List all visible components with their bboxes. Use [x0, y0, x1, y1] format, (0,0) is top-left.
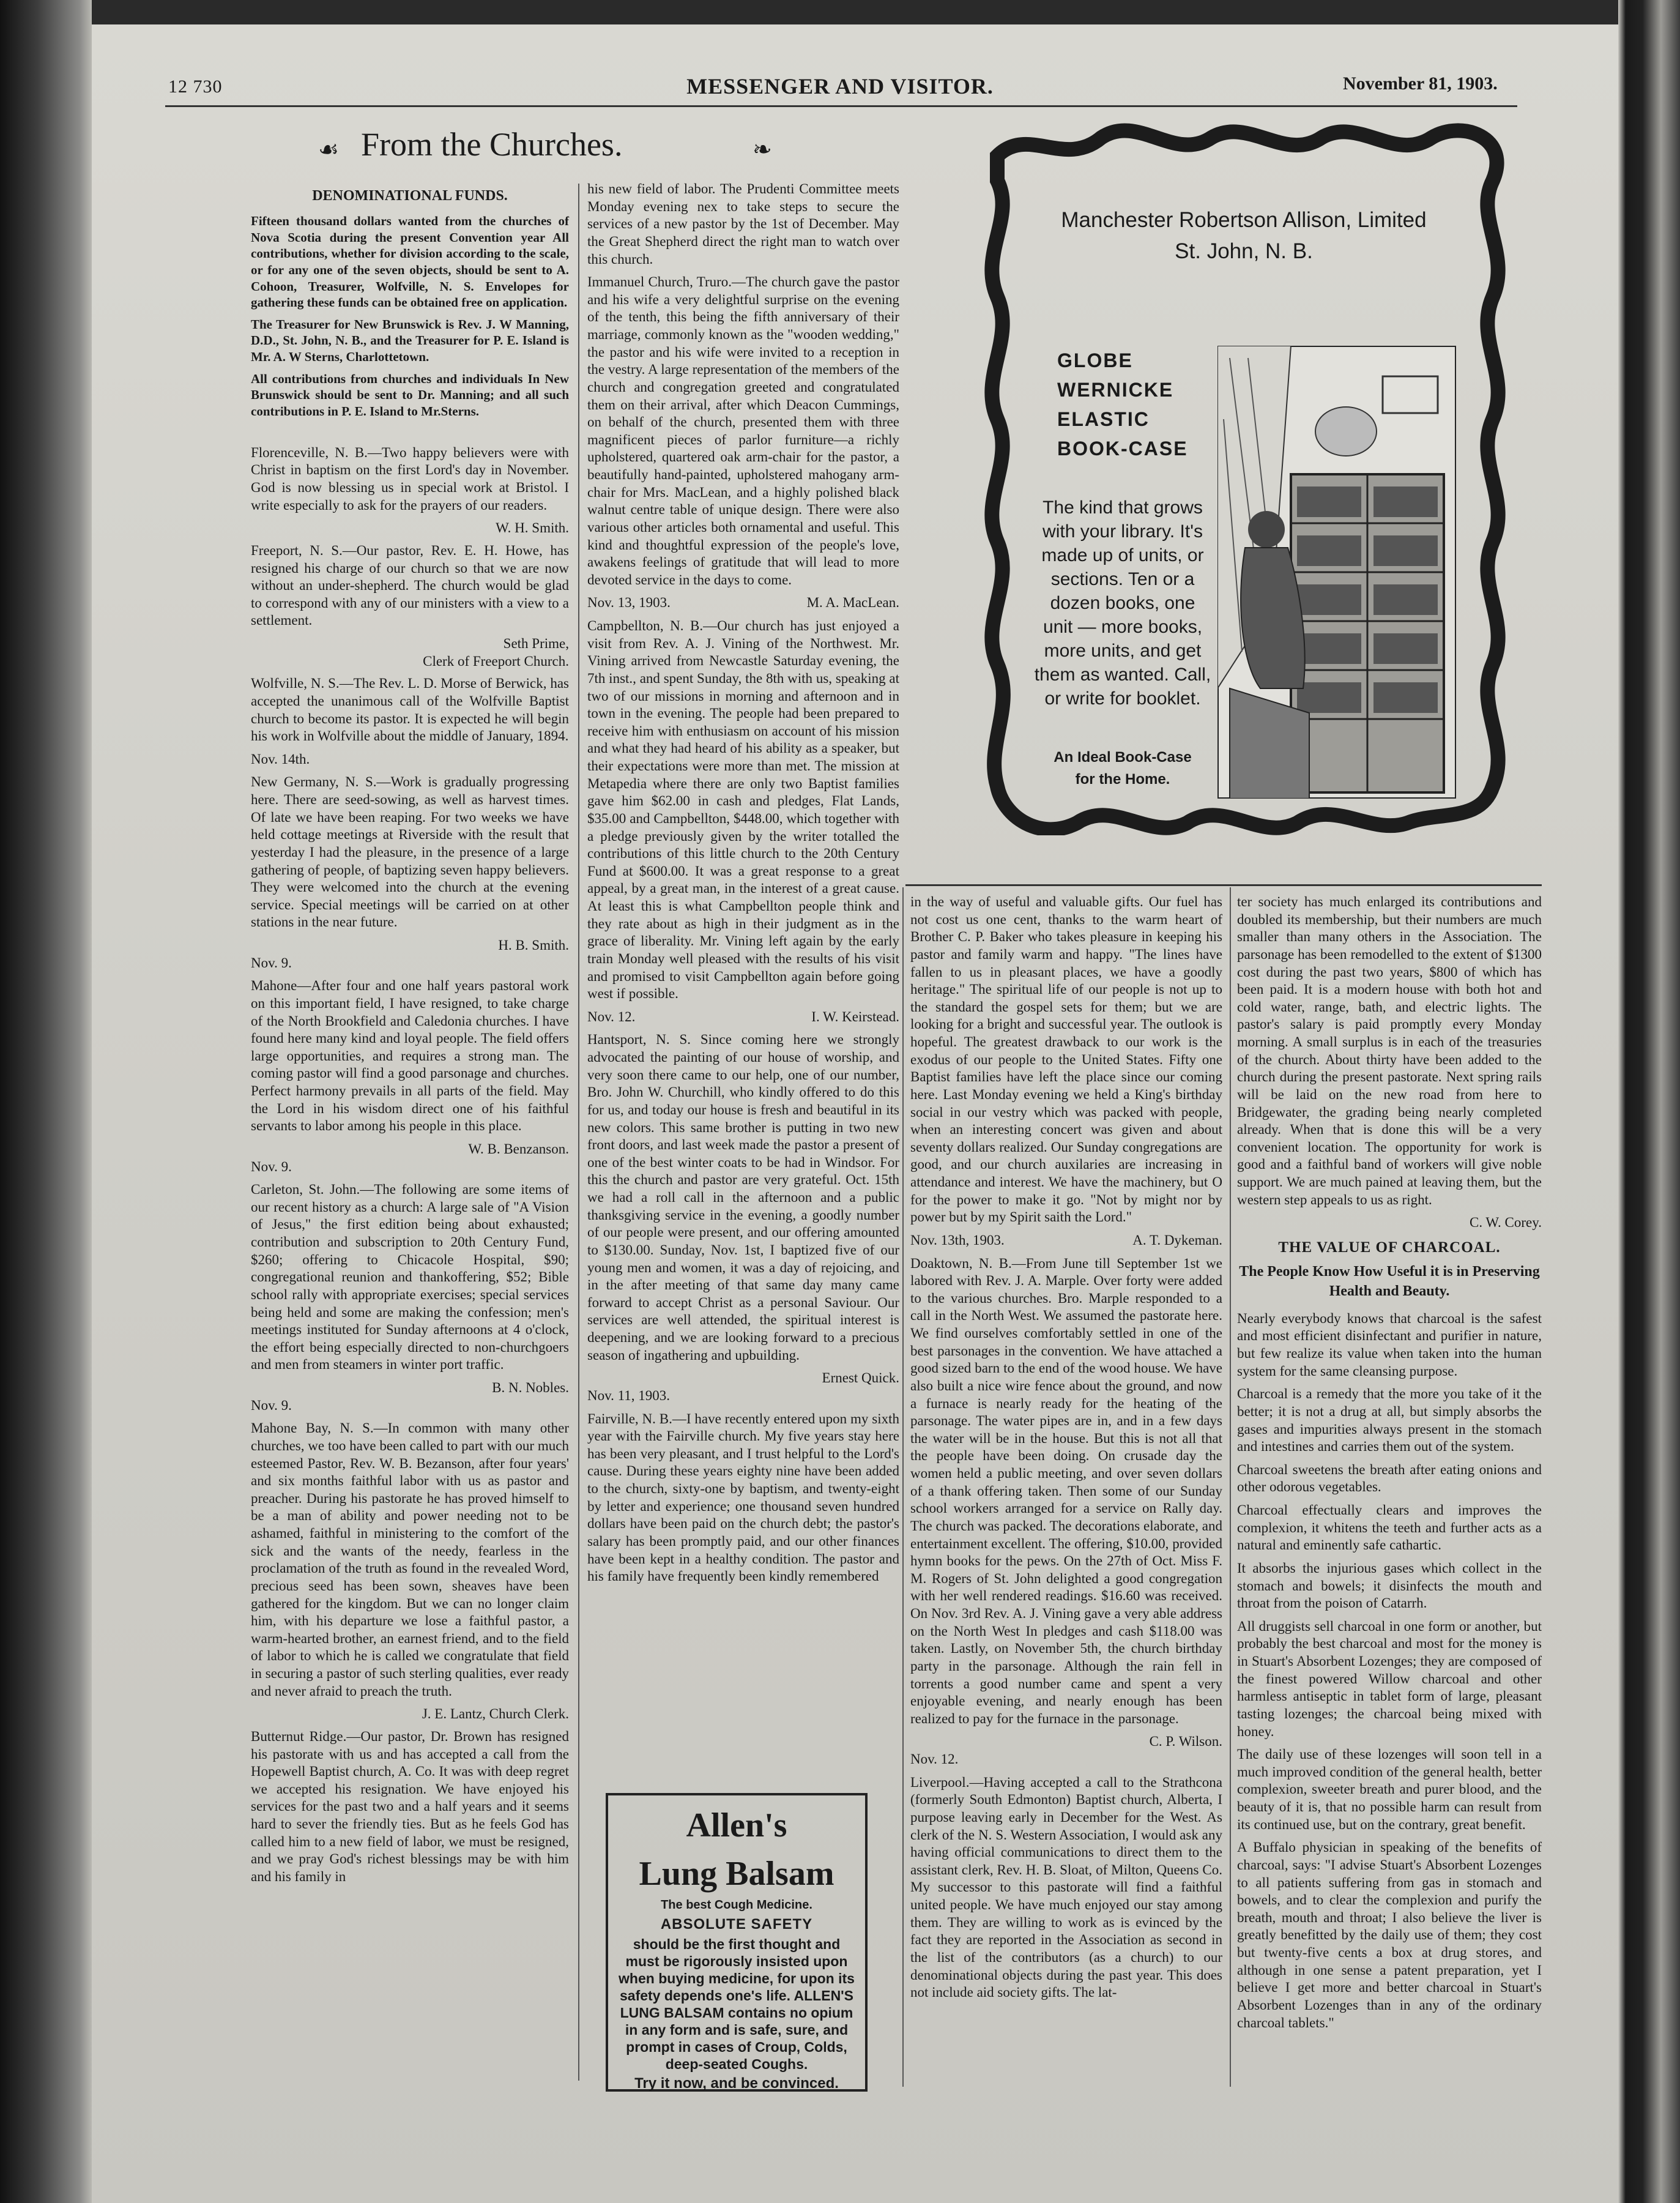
charcoal-paragraph: Charcoal sweetens the breath after eating onions and other odorous vegetables.: [1237, 1461, 1542, 1495]
charcoal-paragraph: The daily use of these lozenges will soon tell in a much improved condition of the general health, better complexion, sweeter breath and purer blood, and the beauty of it is, that no possible harm can result from its continued use, but on the contrary, great benefit.: [1237, 1746, 1542, 1832]
section-rule: [905, 884, 1542, 886]
item-wolfville: Wolfville, N. S.—The Rev. L. D. Morse of Berwick, has accepted the unanimous call of the Wolfville Baptist church to become its pastor. It is expected he will begin his work in Wolfville about the middle of January, 1894.: [251, 676, 569, 744]
column-divider: [1230, 887, 1231, 2087]
item-hantsport: Hantsport, N. S. Since coming here we strongly advocated the painting of our house of worship, and very soon there came to our help, one of our number, Bro. John W. Churchill, who kindly offered to do this for us, and today our house is fresh and beautiful in its new colors. This same brother is putting in two new front doors, and last week made the pastor a present of one of the best winter coats to be had in Windsor. For this the church and pastor are very grateful. Oct. 15th we had a roll call in the afternoon and a public thanksgiving service in the evening, a goodly number of our people were present, and our offering amounted to $130.00. Sunday, Nov. 1st, I baptized five of our young men and women, it was a day of rejoicing, and in the after meeting of that same day many came forward to accept Christ as a personal Saviour. Our services are well attended, the spiritual interest is deepening, and we are looking forward to a precious season of ingathering and upbuilding.: [587, 1032, 899, 1363]
charcoal-paragraph: Nearly everybody knows that charcoal is the safest and most efficient disinfectant and purifier in nature, but few realize its value when taken into the human system for the same cleansing purpose.: [1237, 1310, 1542, 1379]
ad-brand: Allen's: [686, 1806, 787, 1844]
signature: Seth Prime,: [503, 636, 569, 651]
signature: B. N. Nobles.: [492, 1380, 569, 1395]
signature: H. B. Smith.: [498, 937, 569, 953]
section-title: From the Churches.: [361, 126, 623, 163]
newspaper-title: MESSENGER AND VISITOR.: [686, 74, 994, 99]
masthead-rule: [165, 105, 1517, 107]
adjacent-page-edge: [1618, 0, 1680, 2203]
product-line: WERNICKE: [1057, 379, 1174, 401]
funds-notice-1: Fifteen thousand dollars wanted from the churches of Nova Scotia during the present Convention year All contributions, whether for division according to the scale, or for any one of the seven objects, should be sent to A. Cohoon, Treasurer, Wolfville, N. S. Envelopes for gathering these funds can be obtained free on application.: [251, 213, 569, 310]
signature: W. H. Smith.: [496, 520, 569, 536]
tagline-line: for the Home.: [1075, 771, 1170, 788]
item-florenceville: Florenceville, N. B.—Two happy believers were with Christ in baptism on the first Lord's day in November. God is now blessing us in special work at Bristol. I write especially to ask for the prayers of our readers.: [251, 444, 569, 513]
column-1: [251, 184, 569, 1892]
dateline: Nov. 12.: [910, 1751, 959, 1767]
charcoal-paragraph: Charcoal is a remedy that the more you take of it the better; it is not a drug at all, but simply absorbs the gases and impurities always present in the stomach and intestines and carries them out of the system.: [1237, 1386, 1542, 1455]
item-butternut-continued: his new field of labor. The Prudenti Committee meets Monday evening nex to take steps to secure the services of a new pastor by the 1st of December. May the Great Shepherd direct the right man to watch over this church.: [587, 181, 899, 267]
item-fairville: Fairville, N. B.—I have recently entered upon my sixth year with the Fairville church. My five years stay here has been very pleasant, and I trust helpful to the Lord's cause. During these years eighty nine have been added to the church, sixty-one by baptism, and twenty-eight by letter and experience; one thousand seven hundred dollars have been paid on the church debt; the pastor's salary has been promptly paid, and our other finances have been kept in a healthy condition. The pastor and his family have frequently been kindly remembered: [587, 1411, 899, 1584]
item-continued: in the way of useful and valuable gifts. Our fuel has not cost us one cent, thanks to the warm heart of Brother C. P. Baker who takes pleasure in keeping his pastor and family warm and happy. "The lines have fallen to us in pleasant places, we have a goodly heritage." The spiritual life of our people is not up to the standard the gospel sets for them; but we are looking for a bright and successful year. The outlook is hopeful. The greatest drawback to our work is the exodus of our people to the United States. Fifty one Baptist families have left the place since our coming here. Last Monday evening we held a King's birthday social in our vestry which was packed with people, when an interesting concert was given and about seventy dollars realized. Our Sunday congregations are good, and our church auxilaries are increasing in attendance and interest. We have the machinery, but O for the power to make it go. "Not by might nor by power but by my Spirit saith the Lord.": [910, 894, 1222, 1225]
column-divider: [902, 887, 904, 2087]
dateline: Nov. 11, 1903.: [587, 1387, 671, 1403]
charcoal-paragraph: All druggists sell charcoal in one form or another, but probably the best charcoal and most for the money is in Stuart's Absorbent Lozenges; they are composed of the finest powered Willow charcoal and other harmless antiseptic in tablet form of large, pleasant tasting lozenges; the charcoal being mixed with honey.: [1237, 1618, 1542, 1739]
ad-body: The kind that grows with your library. It's made up of units, or sections. Ten or a dozen books, one unit — more books, more units, and get them as wanted. Call, or write for booklet.: [1034, 498, 1211, 709]
column-4: [1237, 893, 1542, 2037]
column-3: [910, 893, 1222, 2007]
item-immanuel-truro: Immanuel Church, Truro.—The church gave the pastor and his wife a very delightful surprise on the evening of the tenth, this being the fifth anniversary of their marriage, commonly known as the "wooden wedding," the pastor and his wife were invited to a reception in the vestry. A large representation of the members of the church and congregation greeted and congratulated them on their arrival, after which Deacon Cummings, on behalf of the church, presented them with three magnificent pieces of parlor furniture—a richly upholstered, quartered oak arm-chair for the pastor, a beautifully hand-painted, upholstered mahogany arm-chair for Mrs. MacLean, and a highly polished black walnut centre table of unique design. There were also various other articles both ornamental and useful. This kind and thoughtful expression of the people's love, awakens feelings of gratitude that will lead to more devoted service in the days to come.: [587, 274, 899, 587]
charcoal-paragraph: It absorbs the injurious gases which collect in the stomach and bowels; it disinfects the mouth and throat from the poison of Catarrh.: [1237, 1560, 1542, 1611]
item-liverpool: Liverpool.—Having accepted a call to the Strathcona (formerly South Edmonton) Baptist church, Alberta, I purpose leaving early in December for the West. As clerk of the N. S. Western Association, I would ask any having official communications to direct them to the assistant clerk, Rev. H. B. Sloat, of Milton, Queens Co. My successor to this pastorate will find a faithful united people. We have much enjoyed our stay among them. They are willing to work as is evinced by the fact they are reported in the Association as second in the list of the contributors (as a church) to our denominational objects during the past year. This does not include aid society gifts. The lat-: [910, 1774, 1222, 2000]
signature-name: M. A. MacLean.: [806, 595, 899, 611]
signature: W. B. Benzanson.: [468, 1141, 569, 1157]
dateline: Nov. 9.: [251, 1158, 292, 1174]
dateline: Nov. 12.: [587, 1008, 636, 1024]
signature: [587, 1008, 899, 1026]
dateline: Nov. 9.: [251, 955, 292, 971]
tagline-line: An Ideal Book-Case: [1054, 749, 1192, 766]
ad-body: should be the first thought and must be rigorously insisted upon when buying medicine, for upon its safety depends one's life. ALLEN'S LUNG BALSAM contains no opium in any form and is safe, sure, and prompt in cases of Croup, Colds, deep-seated Coughs.: [619, 1936, 855, 2072]
company-name: Manchester Robertson Allison, Limited: [1061, 208, 1427, 232]
company-location: St. John, N. B.: [1175, 239, 1313, 263]
ornament-right-icon: ❧: [753, 137, 772, 163]
dateline: Nov. 9.: [251, 1397, 292, 1413]
ornament-left-icon: ☙: [318, 137, 340, 163]
ad-company: [1014, 205, 1473, 267]
item-mahone: Mahone—After four and one half years pastoral work on this important field, I have resigned, to take charge of the North Brookfield and Caledonia churches. I have found here many kind and loyal people. The field offers large opportunities, and requires a strong man. The coming pastor will find a good parsonage and churches. Perfect harmony prevails in all parts of the field. May the Lord in his wisdom direct one of his faithful servants to labor among his people in this place.: [251, 978, 569, 1134]
signature: [910, 1232, 1222, 1250]
product-line: ELASTIC: [1057, 408, 1150, 430]
ad-brand: Lung Balsam: [639, 1854, 834, 1893]
item-new-germany: New Germany, N. S.—Work is gradually progressing here. There are seed-sowing, as well as harvest times. Of late we have been reaping. For two weeks we have held cottage meetings at Riverside with the result that yesterday I had the pleasure, in the presence of a large gathering of people, of baptizing seven happy believers. They were welcomed into the church at the evening service. Special meetings will be carried on at other stations in the near future.: [251, 774, 569, 930]
signature: J. E. Lantz, Church Clerk.: [422, 1706, 569, 1722]
item-butternut-ridge: Butternut Ridge.—Our pastor, Dr. Brown has resigned his pastorate with us and has accepted a call from the Hopewell Baptist church, A. Co. It was with deep regret we accepted his resignation. We have enjoyed his services for the past two and a half years and it seems hard to sever the friendly ties. But as he feels God has called him to a new field of labor, we must be resigned, and we pray God's richest blessings may be with him and his family in: [251, 1728, 569, 1884]
dateline: Nov. 13th, 1903.: [910, 1232, 1005, 1248]
funds-notice-2: The Treasurer for New Brunswick is Rev. J. W Manning, D.D., St. John, N. B., and the Treasurer for P. E. Island is Mr. A. W Sterns, Charlottetown.: [251, 316, 569, 365]
charcoal-paragraph: A Buffalo physician in speaking of the benefits of charcoal, says: "I advise Stuart's Absorbent Lozenges to all patients suffering from gas in stomach and bowels, and to clear the complexion and purify the breath, mouth and throat; I also believe the liver is greatly benefitted by the daily use of them; they cost but twenty-five cents a box at drug stores, and although in one sense a patent preparation, yet I believe I get more and better charcoal in Stuart's Absorbent Lozenges than in any of the ordinary charcoal tablets.": [1237, 1840, 1542, 2030]
page-binding-shadow: [0, 0, 92, 2203]
signature: [587, 594, 899, 612]
signature: Clerk of Freeport Church.: [423, 653, 569, 669]
dateline: Nov. 14th.: [251, 751, 310, 767]
product-line: BOOK-CASE: [1057, 438, 1188, 460]
ad-cta: Try it now, and be convinced.: [634, 2074, 839, 2092]
ad-headline: ABSOLUTE SAFETY: [660, 1915, 813, 1933]
charcoal-heading: THE VALUE OF CHARCOAL.: [1278, 1239, 1501, 1256]
dateline: Nov. 13, 1903.: [587, 595, 671, 611]
issue-date: November 81, 1903.: [1343, 73, 1498, 94]
item-doaktown: Doaktown, N. B.—From June till September 1st we labored with Rev. J. A. Marple. Over forty were added to the various churches. Bro. Marple responded to a call in the North West. We assumed the pastorate here. We find ourselves comfortably settled in one of the best parsonages in the convention. We have attached a good sized barn to the end of the wood house. We have also built a nice wire fence about the ground, and now a furnace is nearly ready for the heating of the parsonage. The water pipes are in, and in a few days the water will be in the house. But this is not all that the people have been doing. On crusade day the women held a public meeting, and over seven dollars of a thank offering taken. Then some of our Sunday school workers arranged for a service on Rally day. The church was packed. The decorations elaborate, and entertainment excellent. The offering, $10.00, provided hymn books for the pews. On the 27th of Oct. Miss F. M. Rogers of St. John delighted a good congregation with her well rendered readings. $16.60 was received. On Nov. 3rd Rev. A. J. Vining gave a very able address on the North West In pledges and cash $118.00 was taken. Lastly, on November 5th, the church birthday party in the parsonage. Although the rain fell in torrents a good number came and spent a very enjoyable evening, and nearly enough has been realized to pay for the furnace in the parsonage.: [910, 1255, 1222, 1726]
signature-name: A. T. Dykeman.: [1132, 1232, 1222, 1248]
item-freeport: Freeport, N. S.—Our pastor, Rev. E. H. Howe, has resigned his charge of our church so that we are now without an under-shepherd. The church would be glad to correspond with any of our ministers with a view to a settlement.: [251, 542, 569, 628]
charcoal-subheading: The People Know How Useful it is in Preserving Health and Beauty.: [1239, 1264, 1540, 1300]
funds-heading: DENOMINATIONAL FUNDS.: [312, 188, 508, 204]
ad-subtitle: The best Cough Medicine.: [661, 1898, 812, 1912]
column-2: [587, 181, 899, 1591]
item-campbellton: Campbellton, N. B.—Our church has just enjoyed a visit from Rev. A. J. Vining of the Northwest. Mr. Vining arrived from Newcastle Saturday evening, the 7th inst., and spent Sunday, the 8th with us, speaking at two of our missions in morning and afternoon and in town in the evening. The people had been prepared to receive him with enthusiasm on account of his mission and what they had heard of his ability as a speaker, but their expectations were more than met. The mission at Metapedia where there are only two Baptist families gave him $62.00 in cash and pledges, Flat Lands, $35.00 and Campbellton, $448.00, which together with a pledge previously given by the writer totalled the contributions of this little church to the 20th Century Fund at $600.00. It was a great response to a great appeal, by a great man, in the interest of a great cause. At least this is what Campbellton people think and they rate about as high in their judgment as in the grace of liberality. Mr. Vining left again by the early train Monday well pleased with the results of his visit and promised to visit Campbellton again before going west if possible.: [587, 618, 899, 1002]
allens-lung-balsam-ad: [606, 1793, 868, 2092]
signature-name: I. W. Keirstead.: [811, 1008, 899, 1024]
product-line: GLOBE: [1057, 349, 1133, 371]
ad-tagline: [1034, 747, 1211, 791]
bookcase-illustration: [1217, 346, 1456, 799]
signature: Ernest Quick.: [822, 1370, 899, 1386]
signature: C. W. Corey.: [1470, 1215, 1542, 1231]
item-mahone-bay: Mahone Bay, N. S.—In common with many other churches, we too have been called to part with our much esteemed Pastor, Rev. W. B. Bezanson, after four years' and six months faithful labor with us as pastor and preacher. During his pastorate he has proved himself to be a man of ability and power needing not to be ashamed, faithful in ministering to the comfort of the sick and the wants of the needy, fearless in the proclamation of the truth as found in the revealed Word, precious seed has been sown, sheaves have been gathered for the kingdom. But we can no longer claim him, with his departure we lose a faithful pastor, a warm-hearted brother, an earnest friend, and to the field of labor to which he is called we congratulate that field in securing a pastor of such sterling qualities, ever ready and never afraid to preach the truth.: [251, 1420, 569, 1699]
page-number: 12 730: [168, 76, 223, 97]
ad-product-name: [1057, 346, 1188, 463]
item-carleton: Carleton, St. John.—The following are some items of our recent history as a church: A large sale of "A Vision of Jesus," the first edition being about exhausted; contribution and subscription to 20th Century Fund, $260; offering to Chicacole Hospital, $90; congregational reunion and thankoffering, $52; Bible school rally with appropriate exercises; special services being held and some are making the confession; men's meetings instituted for Sunday afternoons at 4 o'clock, the effort being especially directed to non-churchgoers and men from steamers in winter port traffic.: [251, 1182, 569, 1373]
item-liverpool-continued: ter society has much enlarged its contributions and doubled its membership, but their numbers are much smaller than many others in the Association. The parsonage has been remodelled to the extent of $1300 cost during the past two years, $800 of which has been paid. It is a modern house with both hot and cold water, range, bath, and electric lights. The pastor's salary is paid promptly every Monday morning. A small surplus is in each of the treasuries of the church. About thirty have been added to the church during the present pastorate. Next spring rails will be laid on the new road from here to Bridgewater, the grading being nearly completed already. When that is done this will be a very convenient location. The opportunity for work is good and a faithful band of workers will give noble support. We are much pained at leaving them, but the western step appeals to us as right.: [1237, 894, 1542, 1207]
column-divider: [578, 184, 579, 2081]
funds-notice-3: All contributions from churches and individuals In New Brunswick should be sent to Dr. Manning; and all such contributions in P. E. Island to Mr.Sterns.: [251, 371, 569, 419]
signature: C. P. Wilson.: [1149, 1734, 1222, 1750]
charcoal-paragraph: Charcoal effectually clears and improves the complexion, it whitens the teeth and further acts as a natural and eminently safe cathartic.: [1237, 1502, 1542, 1553]
